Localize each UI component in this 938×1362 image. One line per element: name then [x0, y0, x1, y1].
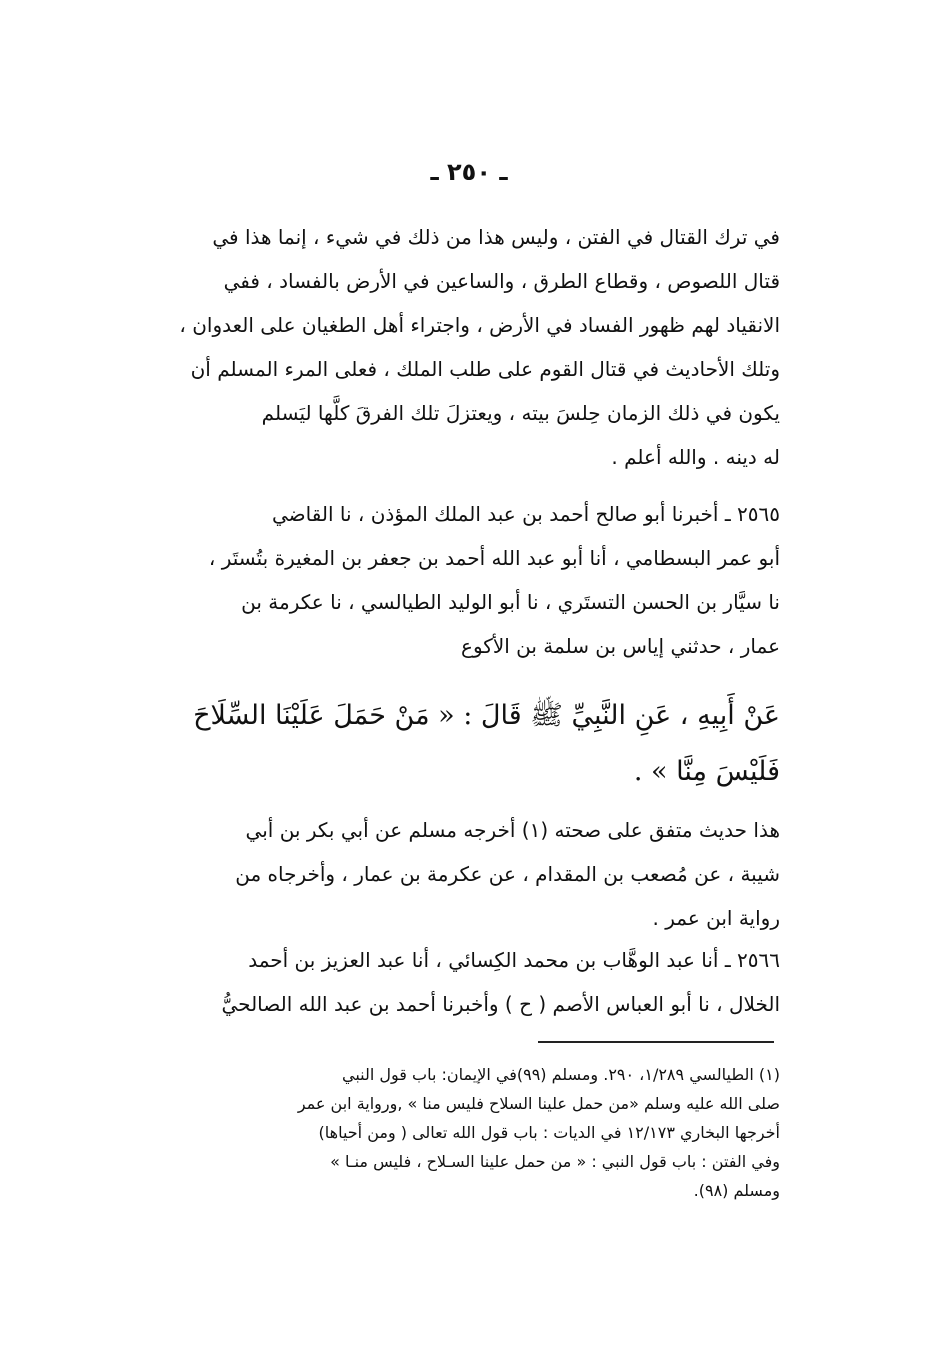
footnote-line: (١) الطيالسي ١/٢٨٩، ٢٩٠. ومسلم (٩٩)في الإيمان: باب قول النبي [342, 1065, 780, 1084]
text-line: الانقياد لهم ظهور الفساد في الأرض ، واجتراء أهل الطغيان على العدوان ، [179, 313, 780, 337]
hadith-line: فَلَيْسَ مِنَّا » . [633, 756, 780, 787]
text-line: هذا حديث متفق على صحته (١) أخرجه مسلم عن أبي بكر بن أبي [245, 818, 780, 842]
text-line: قتال اللصوص ، وقطاع الطرق ، والساعين في الأرض بالفساد ، ففي [223, 269, 780, 293]
text-line: يكون في ذلك الزمان حِلسَ بيته ، ويعتزلَ تلك الفرقَ كلَّها ليَسلم [261, 401, 780, 425]
paragraph-isnad-2566 [120, 938, 780, 1026]
footnote-separator [538, 1041, 774, 1043]
text-line: وتلك الأحاديث في قتال القوم على طلب الملك ، فعلى المرء المسلم أن [190, 357, 780, 381]
paragraph-grading [120, 808, 780, 940]
page-number: ـ ٢٥٠ ـ [430, 158, 508, 186]
text-line: شيبة ، عن مُصعب بن المقدام ، عن عكرمة بن عمار ، وأخرجاه من [235, 862, 780, 886]
footnote [118, 1060, 780, 1205]
footnote-line: صلى الله عليه وسلم «من حمل علينا السلاح فليس منا » ,ورواية ابن عمر [297, 1094, 780, 1113]
paragraph-commentary [120, 215, 780, 479]
text-line: ٢٥٦٥ ـ أخبرنا أبو صالح أحمد بن عبد الملك المؤذن ، نا القاضي [272, 502, 780, 526]
paragraph-isnad-2565 [120, 492, 780, 668]
text-line: أبو عمر البسطامي ، أنا أبو عبد الله أحمد بن جعفر بن المغيرة بتُستَر ، [208, 546, 780, 570]
text-line: عمار ، حدثني إياس بن سلمة بن الأكوع [461, 634, 780, 658]
text-line: ٢٥٦٦ ـ أنا عبد الوهَّاب بن محمد الكِسائي ، أنا عبد العزيز بن أحمد [248, 948, 780, 972]
text-line: نا سيَّار بن الحسن التستَري ، نا أبو الوليد الطيالسي ، نا عكرمة بن [241, 590, 780, 614]
hadith-line: عَنْ أَبِيهِ ، عَنِ النَّبِيِّ ﷺ قَالَ : « مَنْ حَمَلَ عَلَيْنَا السِّلَاحَ [193, 700, 780, 731]
footnote-line: ومسلم (٩٨). [693, 1181, 780, 1200]
text-line: الخلال ، نا أبو العباس الأصم ( ح ) وأخبرنا أحمد بن عبد الله الصالحيُّ [221, 992, 780, 1016]
text-line: رواية ابن عمر . [652, 906, 780, 930]
text-line: له دينه . والله أعلم . [611, 445, 780, 469]
text-line: في ترك القتال في الفتن ، وليس هذا من ذلك في شيء ، إنما هذا في [212, 225, 780, 249]
hadith-matn [120, 688, 780, 800]
footnote-line: وفي الفتن : باب قول النبي : « من حمل علينا السـلاح ، فليس منـا » [330, 1152, 780, 1171]
footnote-line: أخرجها البخاري ١٢/١٧٣ في الديات : باب قول الله تعالى ( ومن أحياها) [318, 1123, 780, 1142]
